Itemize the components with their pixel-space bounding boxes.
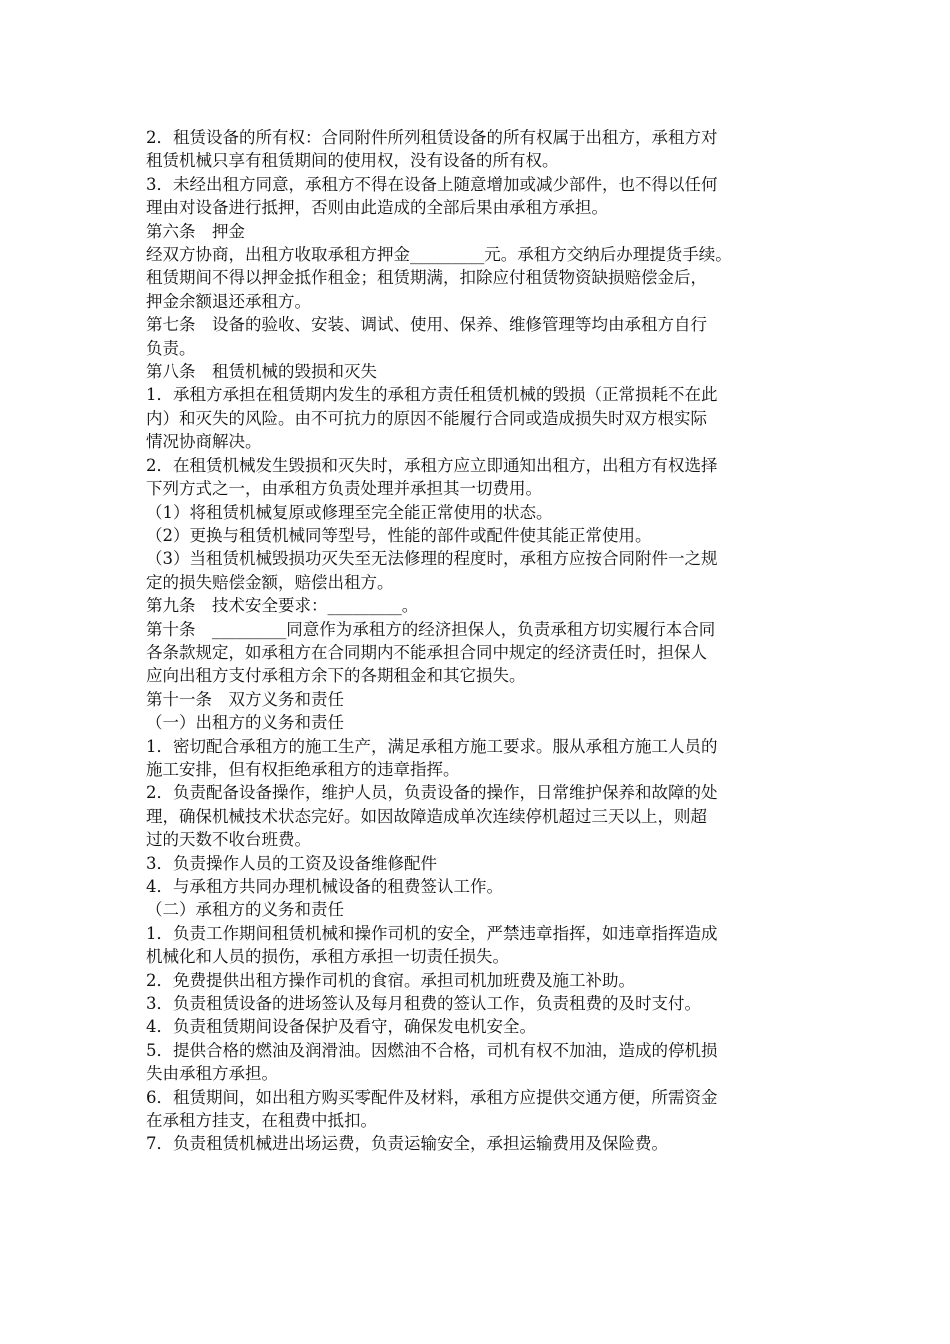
section-heading: 第七条 设备的验收、安装、调试、使用、保养、维修管理等均由承租方自行 — [146, 315, 707, 335]
text-line: 1．承租方承担在租赁期内发生的承租方责任租赁机械的毁损（正常损耗不在此 — [146, 385, 718, 405]
text-line: 2．免费提供出租方操作司机的食宿。承担司机加班费及施工补助。 — [146, 970, 635, 990]
text-line: 定的损失赔偿金额，赔偿出租方。 — [146, 572, 394, 592]
text-line: 租赁期间不得以押金抵作租金；租赁期满，扣除应付租赁物资缺损赔偿金后， — [146, 268, 707, 288]
text-line: 理由对设备进行抵押，否则由此造成的全部后果由承租方承担。 — [146, 198, 608, 218]
text-line: 下列方式之一，由承租方负责处理并承担其一切费用。 — [146, 479, 542, 499]
subsection-heading: （二）承租方的义务和责任 — [146, 900, 344, 920]
text-line: 租赁机械只享有租赁期间的使用权，没有设备的所有权。 — [146, 151, 559, 171]
text-line: 5．提供合格的燃油及润滑油。因燃油不合格，司机有权不加油，造成的停机损 — [146, 1040, 718, 1060]
section-heading: 第八条 租赁机械的毁损和灭失 — [146, 362, 377, 382]
text-line: （1）将租赁机械复原或修理至完全能正常使用的状态。 — [146, 502, 553, 522]
text-line: 2．租赁设备的所有权：合同附件所列租赁设备的所有权属于出租方，承租方对 — [146, 128, 718, 147]
text-line: （2）更换与租赁机械同等型号，性能的部件或配件使其能正常使用。 — [146, 525, 652, 545]
text-line: 押金余额退还承租方。 — [146, 291, 311, 311]
section-heading: 第九条 技术安全要求：_________。 — [146, 596, 419, 616]
text-line: 情况协商解决。 — [146, 432, 262, 452]
text-line: 2．在租赁机械发生毁损和灭失时，承租方应立即通知出租方，出租方有权选择 — [146, 455, 718, 475]
text-line: 1．负责工作期间租赁机械和操作司机的安全，严禁违章指挥，如违章指挥造成 — [146, 923, 718, 943]
document-body — [146, 126, 826, 1156]
text-line: 在承租方挂支，在租费中抵扣。 — [146, 1111, 377, 1131]
text-line: 经双方协商，出租方收取承租方押金_________元。承租方交纳后办理提货手续。 — [146, 245, 732, 265]
text-line: 2．负责配备设备操作，维护人员，负责设备的操作，日常维护保养和故障的处 — [146, 783, 718, 803]
text-line: 内）和灭失的风险。由不可抗力的原因不能履行合同或造成损失时双方根实际 — [146, 408, 707, 428]
text-line: 4．与承租方共同办理机械设备的租费签认工作。 — [146, 877, 503, 896]
subsection-heading: （一）出租方的义务和责任 — [146, 713, 344, 733]
text-line: 各条款规定，如承租方在合同期内不能承担合同中规定的经济责任时，担保人 — [146, 642, 707, 662]
text-line: 应向出租方支付承租方余下的各期租金和其它损失。 — [146, 666, 526, 686]
text-line: 机械化和人员的损伤，承租方承担一切责任损失。 — [146, 947, 509, 967]
text-line: （3）当租赁机械毁损功灭失至无法修理的程度时，承租方应按合同附件一之规 — [146, 549, 718, 569]
section-heading: 第十条 _________同意作为承租方的经济担保人，负责承租方切实履行本合同 — [146, 619, 716, 639]
text-line: 施工安排，但有权拒绝承租方的违章指挥。 — [146, 759, 460, 779]
section-heading: 第六条 押金 — [146, 221, 245, 241]
text-line: 失由承租方承担。 — [146, 1064, 278, 1084]
text-line: 6．租赁期间，如出租方购买零配件及材料，承租方应提供交通方便，所需资金 — [146, 1087, 718, 1107]
text-line: 过的天数不收台班费。 — [146, 830, 311, 850]
text-line: 3．负责操作人员的工资及设备维修配件 — [146, 853, 437, 873]
text-line: 理，确保机械技术状态完好。如因故障造成单次连续停机超过三天以上，则超 — [146, 806, 707, 826]
text-line: 3．负责租赁设备的进场签认及每月租费的签认工作，负责租费的及时支付。 — [146, 994, 701, 1014]
text-line: 4．负责租赁期间设备保护及看守，确保发电机安全。 — [146, 1017, 536, 1037]
text-line: 1．密切配合承租方的施工生产，满足承租方施工要求。服从承租方施工人员的 — [146, 736, 718, 756]
section-heading: 第十一条 双方义务和责任 — [146, 689, 344, 709]
text-line: 7．负责租赁机械进出场运费，负责运输安全，承担运输费用及保险费。 — [146, 1134, 668, 1154]
text-line: 负责。 — [146, 338, 196, 358]
text-line: 3．未经出租方同意，承租方不得在设备上随意增加或减少部件，也不得以任何 — [146, 174, 718, 194]
